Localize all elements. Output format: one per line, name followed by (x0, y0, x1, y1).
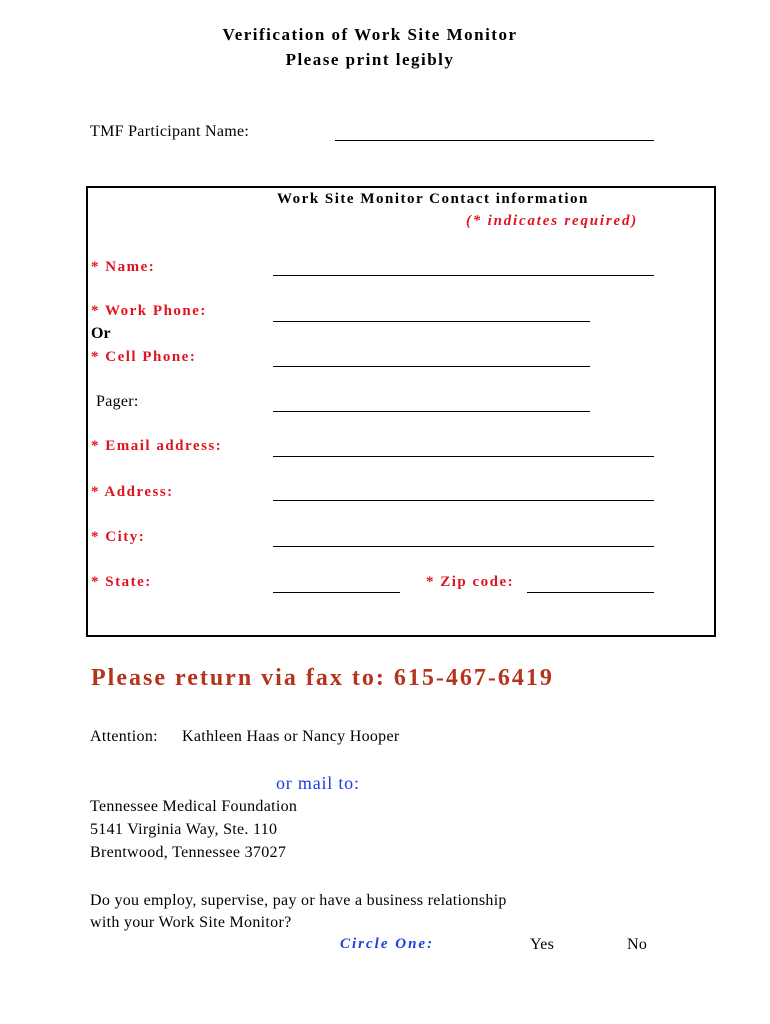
answer-no[interactable]: No (627, 936, 648, 953)
zip-code-label: * Zip code: (426, 574, 515, 590)
cell-phone-label: * Cell Phone: (91, 349, 197, 365)
mail-to-label: or mail to: (276, 773, 360, 793)
attention-names: Kathleen Haas or Nancy Hooper (182, 728, 400, 745)
answer-yes[interactable]: Yes (530, 936, 555, 953)
fax-instruction: Please return via fax to: 615-467-6419 (91, 665, 554, 691)
city-field[interactable] (273, 546, 654, 547)
mail-address-line-1: Tennessee Medical Foundation (90, 798, 298, 815)
state-field[interactable] (273, 592, 400, 593)
state-label: * State: (91, 574, 152, 590)
form-title: Verification of Work Site Monitor (222, 25, 518, 44)
email-field[interactable] (273, 456, 654, 457)
name-field[interactable] (273, 275, 654, 276)
form-subtitle: Please print legibly (285, 50, 455, 69)
relationship-question-line-1: Do you employ, supervise, pay or have a business relationship (90, 892, 507, 909)
participant-name-label: TMF Participant Name: (90, 123, 250, 140)
city-label: * City: (91, 529, 146, 545)
contact-box-heading: Work Site Monitor Contact information (277, 191, 589, 207)
required-note: (* indicates required) (466, 213, 639, 229)
work-phone-field[interactable] (273, 321, 590, 322)
or-label: Or (91, 325, 111, 342)
pager-field[interactable] (273, 411, 590, 412)
circle-one-label: Circle One: (340, 936, 435, 952)
mail-address-line-3: Brentwood, Tennessee 37027 (90, 844, 287, 861)
mail-address-line-2: 5141 Virginia Way, Ste. 110 (90, 821, 278, 838)
address-field[interactable] (273, 500, 654, 501)
work-phone-label: * Work Phone: (91, 303, 207, 319)
name-label: * Name: (91, 259, 156, 275)
email-label: * Email address: (91, 438, 223, 454)
participant-name-field[interactable] (335, 140, 654, 141)
address-label: * Address: (91, 484, 174, 500)
cell-phone-field[interactable] (273, 366, 590, 367)
zip-code-field[interactable] (527, 592, 654, 593)
relationship-question-line-2: with your Work Site Monitor? (90, 914, 292, 931)
pager-label: Pager: (96, 393, 139, 410)
attention-label: Attention: (90, 728, 158, 745)
